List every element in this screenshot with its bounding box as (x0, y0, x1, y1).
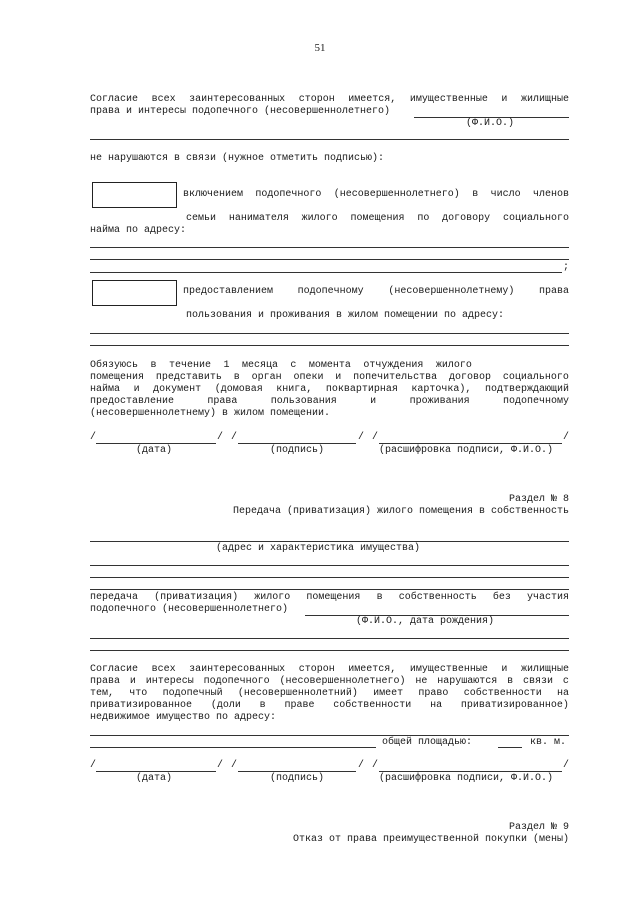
option-1-signature-box[interactable] (92, 182, 177, 208)
word: и (335, 372, 342, 383)
fio-decode-line[interactable] (379, 443, 562, 444)
word: приватизированное (90, 700, 193, 711)
semicolon: ; (563, 262, 570, 273)
word: карточка), (411, 384, 472, 395)
word: собственность (398, 592, 477, 603)
slash: / (90, 432, 97, 443)
section-8-number: Раздел № 8 (508, 494, 569, 505)
date-line[interactable] (96, 771, 216, 772)
area-unit: кв. м. (530, 737, 567, 748)
word: книга, (276, 384, 313, 395)
word: и (370, 396, 377, 407)
word: жилищные (520, 94, 569, 105)
slash: / (358, 760, 365, 771)
slash: / (231, 432, 238, 443)
word: подопечный (162, 688, 223, 699)
word: жилищные (520, 664, 569, 675)
area-input-line[interactable] (498, 747, 522, 748)
address-caption: (адрес и характеристика имущества) (216, 543, 421, 554)
word: отчуждения (363, 360, 424, 371)
pledge-line-1 (90, 360, 472, 372)
word: права (538, 286, 569, 297)
word: праве (284, 700, 315, 711)
word: социального (502, 372, 569, 383)
slash: / (217, 760, 224, 771)
word: сторон (298, 94, 335, 105)
word: предоставление (90, 396, 175, 407)
word: помещения (90, 372, 145, 383)
word: имущественные (409, 94, 488, 105)
consent-line-1 (90, 94, 569, 106)
area-label: общей площадью: (382, 737, 473, 748)
fio-decode-caption: (расшифровка подписи, Ф.И.О.) (379, 773, 554, 784)
word: собственности (333, 700, 412, 711)
word: на (430, 700, 443, 711)
slash: / (372, 760, 379, 771)
option-2-line-2: пользования и проживания в жилом помещении по адресу: (186, 310, 505, 321)
address-line-1[interactable] (90, 247, 569, 248)
word: включением (183, 189, 244, 200)
signature-caption: (подпись) (270, 445, 325, 456)
word: Обязуюсь (90, 360, 139, 371)
slash: / (372, 432, 379, 443)
property-address-line-2[interactable] (90, 735, 569, 736)
word: всех (151, 664, 176, 675)
word: (несовершеннолетнему) (388, 286, 515, 297)
word: жилого (435, 360, 472, 371)
word: помещения (306, 592, 361, 603)
word: передача (90, 592, 139, 603)
word: связи (523, 676, 554, 687)
minor-line-3[interactable] (90, 650, 569, 651)
word: в (472, 189, 479, 200)
word: подопечному (502, 396, 569, 407)
transfer-line-2: подопечного (несовершеннолетнего) (90, 604, 289, 615)
word: жилого (254, 592, 291, 603)
word: документ (153, 384, 202, 395)
word: подтверждающий (484, 384, 569, 395)
word: семьи (186, 213, 217, 224)
word: (несовершеннолетнего) (279, 676, 406, 687)
fio-birth-caption: (Ф.И.О., дата рождения) (356, 616, 495, 627)
page-number: 51 (314, 42, 326, 54)
section-9-number: Раздел № 9 (508, 822, 569, 833)
pledge-line-3 (90, 384, 569, 396)
word: на (556, 688, 569, 699)
pledge-line-5: (несовершеннолетнему) в жилом помещении. (90, 408, 331, 419)
word: (домовая (214, 384, 263, 395)
word: договор (449, 372, 492, 383)
word: права (207, 396, 238, 407)
word: момента (308, 360, 351, 371)
transfer-line-1 (90, 592, 569, 604)
word: в (376, 592, 383, 603)
date-caption: (дата) (136, 773, 173, 784)
option-1-line-2 (186, 213, 569, 225)
signature-line[interactable] (238, 443, 356, 444)
word: (несовершеннолетнего) (333, 189, 460, 200)
date-caption: (дата) (136, 445, 173, 456)
word: проживания (409, 396, 470, 407)
word: не (415, 676, 428, 687)
word: тем, (90, 688, 115, 699)
word: с (562, 676, 569, 687)
word: поквартирная (325, 384, 398, 395)
word: жилого (301, 213, 338, 224)
word: собственности (463, 688, 542, 699)
word: интересы (145, 676, 194, 687)
section-8-title: Передача (приватизация) жилого помещения в собственность (232, 506, 569, 517)
word: (несовершеннолетний) (237, 688, 358, 699)
word: число (490, 189, 521, 200)
option-1-line-1 (183, 189, 569, 201)
word: нанимателя (228, 213, 289, 224)
word: имеется, (348, 664, 397, 675)
word: имеется, (348, 94, 397, 105)
word: (приватизация) (154, 592, 239, 603)
consent-line-2: права и интересы подопечного (несовершеннолетнего) (90, 106, 391, 117)
word: договору (442, 213, 491, 224)
not-violated-text: не нарушаются в связи (нужное отметить подписью): (90, 153, 385, 164)
word: представить (155, 372, 222, 383)
option-2-signature-box[interactable] (92, 280, 177, 306)
slash: / (563, 760, 570, 771)
consent8-line-3 (90, 688, 569, 700)
property-line-2[interactable] (90, 565, 569, 566)
word: участия (526, 592, 569, 603)
option-2-address-line-1[interactable] (90, 333, 569, 334)
word: социального (502, 213, 569, 224)
signature-line[interactable] (238, 771, 356, 772)
word: заинтересованных (189, 664, 286, 675)
minor-line-2[interactable] (90, 638, 569, 639)
word: в (259, 700, 266, 711)
word: в (233, 372, 240, 383)
option-2-line-1 (183, 286, 569, 298)
option-2-address-line-2[interactable] (90, 345, 569, 346)
word: (доли (210, 700, 241, 711)
fio-decode-caption: (расшифровка подписи, Ф.И.О.) (379, 445, 554, 456)
word: пользования (270, 396, 337, 407)
word: членов (532, 189, 569, 200)
word: опеки (293, 372, 324, 383)
word: и (133, 384, 140, 395)
pledge-line-4 (90, 396, 569, 408)
word: с (290, 360, 297, 371)
property-line-3[interactable] (90, 577, 569, 578)
word: сторон (298, 664, 335, 675)
slash: / (217, 432, 224, 443)
word: орган (251, 372, 282, 383)
word: приватизированное) (460, 700, 569, 711)
slash: / (563, 432, 570, 443)
word: предоставлением (183, 286, 274, 297)
word: подопечного (203, 676, 270, 687)
signature-caption: (подпись) (270, 773, 325, 784)
word: подопечного (255, 189, 322, 200)
word: Согласие (90, 94, 139, 105)
slash: / (231, 760, 238, 771)
consent8-line-1 (90, 664, 569, 676)
word: заинтересованных (189, 94, 286, 105)
word: помещения (350, 213, 405, 224)
word: имущественные (409, 664, 488, 675)
word: найма (90, 384, 121, 395)
word: и (501, 664, 508, 675)
option-1-line-3: найма по адресу: (90, 225, 187, 236)
word: в (507, 676, 514, 687)
word: без (492, 592, 511, 603)
word: в (150, 360, 157, 371)
pledge-line-2 (90, 372, 569, 384)
word: течение (168, 360, 211, 371)
date-line[interactable] (96, 443, 216, 444)
word: по (417, 213, 430, 224)
property-address-line[interactable] (90, 541, 569, 542)
address-line-2[interactable] (90, 259, 569, 260)
word: право (418, 688, 449, 699)
address-line-3[interactable] (90, 272, 562, 273)
word: попечительства (353, 372, 438, 383)
word: имеет (373, 688, 404, 699)
slash: / (358, 432, 365, 443)
consent8-line-5: недвижимое имущество по адресу: (90, 712, 277, 723)
word: и (129, 676, 136, 687)
word: нарушаются (437, 676, 498, 687)
slash: / (90, 760, 97, 771)
word: что (129, 688, 148, 699)
section-9-title: Отказ от права преимущественной покупки (мены) (292, 834, 569, 845)
word: Согласие (90, 664, 139, 675)
word: подопечному (297, 286, 364, 297)
word: месяца (241, 360, 278, 371)
word: всех (151, 94, 176, 105)
consent8-line-2 (90, 676, 569, 688)
word: 1 (223, 360, 230, 371)
fio-decode-line[interactable] (379, 771, 562, 772)
word: и (501, 94, 508, 105)
consent8-line-4 (90, 700, 569, 712)
word: права (90, 676, 121, 687)
fio-continuation-line[interactable] (90, 139, 569, 140)
property-address-line-3[interactable] (90, 747, 376, 748)
fio-caption: (Ф.И.О.) (466, 118, 515, 129)
property-line-4[interactable] (90, 589, 569, 590)
